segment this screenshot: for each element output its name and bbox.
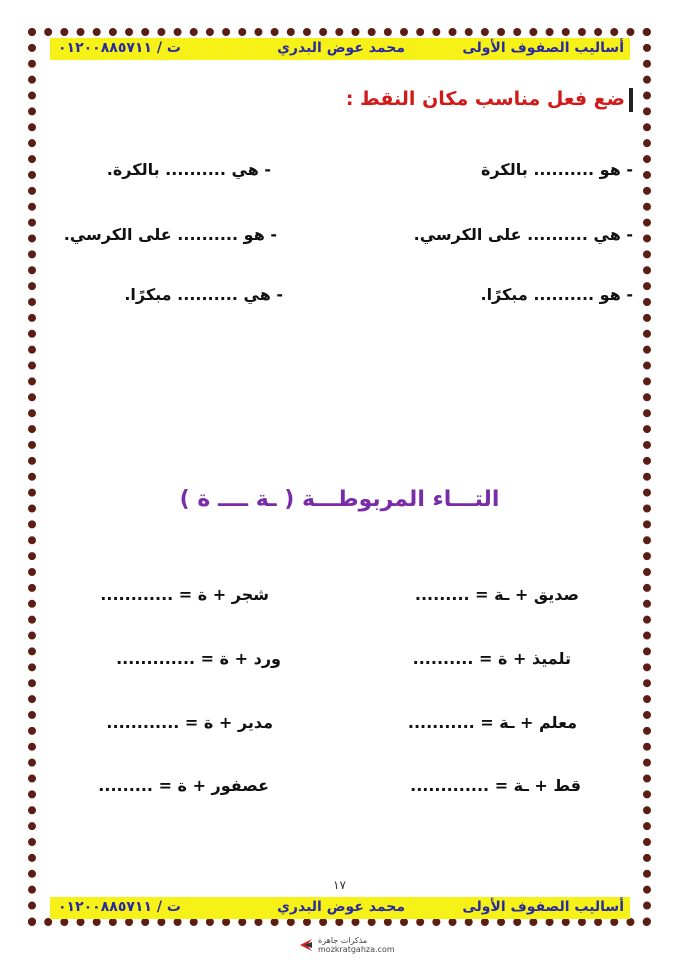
ex2-row3-right: معلم + ـة = ........... [407, 713, 577, 732]
ex1-row3-left: - هي .......... مبكرًا. [124, 285, 283, 304]
ex2-row1-left: شجر + ة = ............ [100, 585, 269, 604]
footer-title: أساليب الصفوف الأولى [462, 899, 624, 915]
exercise2-title: التـــاء المربوطـــة ( ـة ــــ ة ) [179, 487, 500, 512]
page-number: ١٧ [333, 878, 346, 892]
header-author: محمد عوض البدري [277, 40, 405, 56]
ex1-row1-left: - هي .......... بالكرة. [106, 160, 271, 179]
ex2-row4-right: قط + ـة = ............. [410, 776, 581, 795]
ex2-row4-left: عصفور + ة = ......... [98, 776, 269, 795]
ex2-row1-right: صديق + ـة = ......... [414, 585, 579, 604]
header-banner [50, 38, 630, 60]
heading-marker [629, 88, 633, 112]
ex2-row3-left: مدير + ة = ............ [106, 713, 273, 732]
logo-line2: mozkratgahza.com [318, 945, 395, 954]
ex1-row1-right: - هو .......... بالكرة [481, 160, 633, 179]
ex1-row3-right: - هو .......... مبكرًا. [480, 285, 633, 304]
ex1-row2-left: - هو .......... على الكرسي. [63, 225, 277, 244]
footer-banner [50, 897, 630, 919]
site-logo [298, 936, 395, 954]
footer-phone: ت / ٠١٢٠٠٨٨٥٧١١ [58, 899, 181, 915]
logo-arrow-icon [298, 937, 314, 953]
ex2-row2-left: ورد + ة = ............. [116, 649, 281, 668]
logo-line1: مذكرات جاهزة [318, 936, 368, 945]
ex1-row2-right: - هي .......... على الكرسي. [413, 225, 633, 244]
exercise1-heading: ضع فعل مناسب مكان النقط : [345, 88, 625, 110]
header-phone: ت / ٠١٢٠٠٨٨٥٧١١ [58, 40, 181, 56]
header-title: أساليب الصفوف الأولى [462, 40, 624, 56]
ex2-row2-right: تلميذ + ة = .......... [412, 649, 571, 668]
footer-author: محمد عوض البدري [277, 899, 405, 915]
